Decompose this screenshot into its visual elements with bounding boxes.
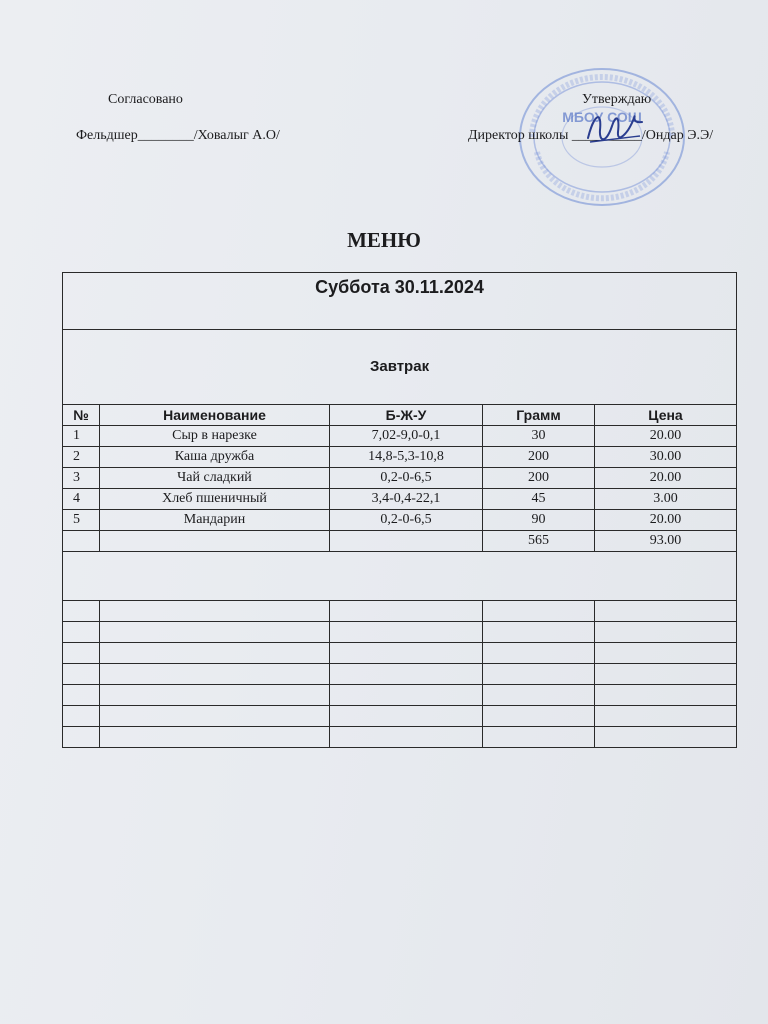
empty-row — [63, 622, 737, 643]
empty-row — [63, 601, 737, 622]
col-header-price: Цена — [595, 405, 737, 426]
item-number: 4 — [63, 489, 100, 510]
day-title: Суббота 30.11.2024 — [63, 273, 737, 330]
empty-cell — [100, 531, 330, 552]
handwritten-signature — [584, 104, 646, 152]
meal-title: Завтрак — [63, 330, 737, 405]
col-header-bju: Б-Ж-У — [330, 405, 483, 426]
item-name: Хлеб пшеничный — [100, 489, 330, 510]
empty-cell — [330, 531, 483, 552]
empty-row — [63, 685, 737, 706]
empty-row — [63, 727, 737, 748]
item-bju: 3,4-0,4-22,1 — [330, 489, 483, 510]
item-grams: 200 — [483, 447, 595, 468]
empty-row — [63, 706, 737, 727]
item-name: Чай сладкий — [100, 468, 330, 489]
header-row — [63, 405, 737, 426]
table-row — [63, 447, 737, 468]
item-grams: 30 — [483, 426, 595, 447]
table-row — [63, 489, 737, 510]
item-grams: 45 — [483, 489, 595, 510]
menu-table — [62, 272, 737, 748]
item-name: Каша дружба — [100, 447, 330, 468]
col-header-name: Наименование — [100, 405, 330, 426]
item-grams: 200 — [483, 468, 595, 489]
col-header-number: № — [63, 405, 100, 426]
medic-signature-line: Фельдшер________/Ховалыг А.О/ — [76, 128, 280, 143]
item-name: Сыр в нарезке — [100, 426, 330, 447]
confirm-label: Утверждаю — [582, 92, 652, 107]
table-row — [63, 426, 737, 447]
item-number: 5 — [63, 510, 100, 531]
item-bju: 7,02-9,0-0,1 — [330, 426, 483, 447]
menu-title: МЕНЮ — [347, 228, 421, 252]
table-row — [63, 510, 737, 531]
item-price: 20.00 — [595, 468, 737, 489]
item-bju: 0,2-0-6,5 — [330, 510, 483, 531]
item-number: 1 — [63, 426, 100, 447]
approved-label: Согласовано — [108, 92, 183, 107]
empty-row — [63, 664, 737, 685]
empty-cell — [63, 531, 100, 552]
item-grams: 90 — [483, 510, 595, 531]
table-row — [63, 468, 737, 489]
total-price: 93.00 — [595, 531, 737, 552]
col-header-grams: Грамм — [483, 405, 595, 426]
item-price: 20.00 — [595, 426, 737, 447]
item-bju: 14,8-5,3-10,8 — [330, 447, 483, 468]
empty-row — [63, 643, 737, 664]
item-price: 30.00 — [595, 447, 737, 468]
item-price: 3.00 — [595, 489, 737, 510]
totals-row — [63, 531, 737, 552]
item-number: 2 — [63, 447, 100, 468]
item-bju: 0,2-0-6,5 — [330, 468, 483, 489]
section-gap — [63, 552, 737, 601]
item-name: Мандарин — [100, 510, 330, 531]
item-price: 20.00 — [595, 510, 737, 531]
stamp-text: МБОУ СОШ — [562, 109, 642, 125]
total-grams: 565 — [483, 531, 595, 552]
director-signature-line: Директор школы __________/Ондар Э.Э/ — [468, 128, 714, 143]
item-number: 3 — [63, 468, 100, 489]
